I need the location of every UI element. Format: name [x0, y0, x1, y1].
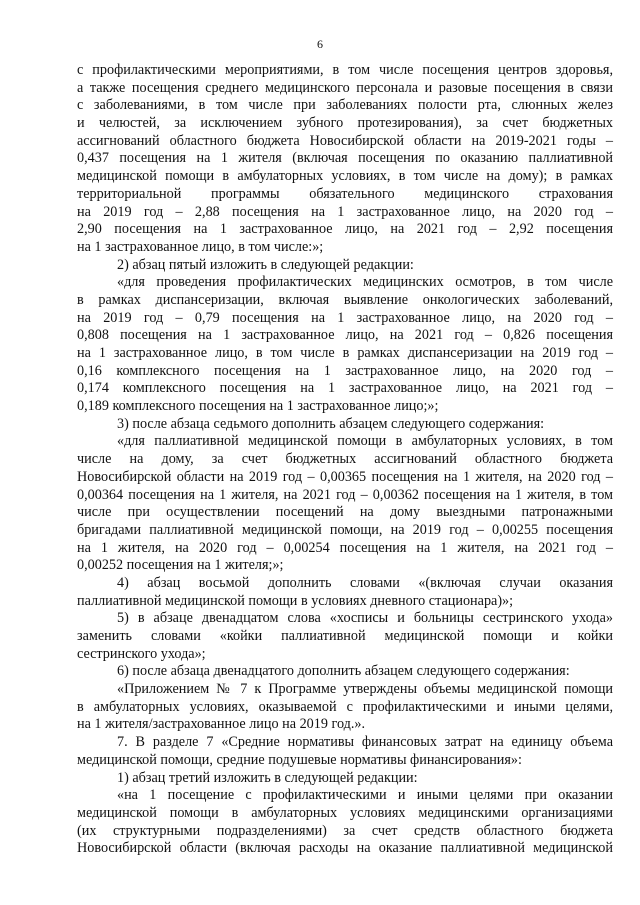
- text-line: в рамках диспансеризации, включая выявление онкологических заболеваний,: [77, 291, 613, 308]
- text-line: на 1 жителя, на 2020 год – 0,00254 посещения на 1 жителя, на 2021 год –: [77, 539, 613, 556]
- text-line: числе на дому, за счет бюджетных ассигнований областного бюджета: [77, 451, 613, 468]
- text-line: 4) абзац восьмой дополнить словами «(включая случаи оказания: [117, 574, 613, 591]
- text-line: сестринского ухода»;: [77, 645, 206, 662]
- text-line: 3) после абзаца седьмого дополнить абзацем следующего содержания:: [117, 415, 545, 432]
- text-line: 5) в абзаце двенадцатом слова «хосписы и больницы сестринского ухода»: [117, 610, 613, 627]
- document-body: [77, 62, 613, 858]
- text-line: «на 1 посещение с профилактическими и иными целями при оказании: [117, 787, 613, 804]
- text-line: числе при осуществлении посещений на дому выездными патронажными: [77, 504, 613, 521]
- text-line: ассигнований областного бюджета Новосибирской области на 2019-2021 годы –: [77, 132, 613, 149]
- text-line: «для паллиативной медицинской помощи в амбулаторных условиях, в том: [117, 433, 613, 450]
- text-line: Новосибирской области на 2019 год – 0,00365 посещения на 1 жителя, на 2020 год –: [77, 468, 613, 485]
- text-line: и челюстей, за исключением зубного протезирования), за счет бюджетных: [77, 115, 613, 132]
- text-line: 1) абзац третий изложить в следующей редакции:: [117, 769, 418, 786]
- text-line: 0,437 посещения на 1 жителя (включая посещения по оказанию паллиативной: [77, 150, 613, 167]
- text-line: 2,90 посещения на 1 застрахованное лицо, на 2021 год – 2,92 посещения: [77, 221, 613, 238]
- text-line: «для проведения профилактических медицинских осмотров, в том числе: [117, 274, 613, 291]
- text-line: 7. В разделе 7 «Средние нормативы финансовых затрат на единицу объема: [117, 734, 613, 751]
- text-line: бригадами паллиативной медицинской помощи, на 2019 год – 0,00255 посещения: [77, 521, 613, 538]
- text-line: на 1 застрахованное лицо, в том числе в рамках диспансеризации на 2019 год –: [77, 345, 613, 361]
- text-line: паллиативной медицинской помощи в условиях дневного стационара)»;: [77, 592, 514, 609]
- page-number: 6: [317, 37, 323, 51]
- text-line: 0,174 комплексного посещения на 1 застрахованное лицо, на 2021 год –: [77, 380, 613, 397]
- text-line: территориальной программы обязательного медицинского страхования: [77, 185, 613, 202]
- text-line: медицинской помощи, средние подушевые нормативы финансирования»:: [77, 751, 522, 768]
- text-line: 6) после абзаца двенадцатого дополнить абзацем следующего содержания:: [117, 663, 570, 680]
- text-line: 0,16 комплексного посещения на 1 застрахованное лицо, на 2020 год –: [77, 362, 613, 379]
- text-line: на 2019 год – 2,88 посещения на 1 застрахованное лицо, на 2020 год –: [77, 203, 613, 220]
- text-line: на 1 застрахованное лицо, в том числе:»;: [77, 238, 324, 255]
- text-line: медицинской помощи в амбулаторных условиях медицинскими организациями: [77, 804, 613, 821]
- text-line: 0,808 посещения на 1 застрахованное лицо, на 2021 год – 0,826 посещения: [77, 327, 613, 344]
- text-line: медицинской помощи в амбулаторных условиях, в том числе на дому); в рамках: [77, 168, 613, 185]
- text-line: на 2019 год – 0,79 посещения на 1 застрахованное лицо, на 2020 год –: [77, 309, 613, 326]
- text-line: заменить словами «койки паллиативной медицинской помощи и койки: [77, 628, 613, 644]
- text-line: «Приложением № 7 к Программе утверждены объемы медицинской помощи: [117, 681, 613, 698]
- text-line: с заболеваниями, в том числе при заболеваниях полости рта, слюнных желез: [77, 97, 613, 114]
- text-line: 0,189 комплексного посещения на 1 застрахованное лицо;»;: [77, 398, 439, 415]
- text-line: (их структурными подразделениями) за счет средств областного бюджета: [77, 822, 613, 839]
- text-line: 0,00364 посещения на 1 жителя, на 2021 год – 0,00362 посещения на 1 жителя, в том: [77, 486, 613, 503]
- text-line: а также посещения среднего медицинского персонала и разовые посещения в связи: [77, 79, 613, 96]
- text-line: 2) абзац пятый изложить в следующей редакции:: [117, 256, 414, 273]
- text-line: в амбулаторных условиях, оказываемой с профилактическими и иными целями,: [77, 698, 613, 715]
- text-line: Новосибирской области (включая расходы на оказание паллиативной медицинской: [77, 840, 613, 857]
- text-line: на 1 жителя/застрахованное лицо на 2019 год.».: [77, 716, 366, 733]
- text-line: 0,00252 посещения на 1 жителя;»;: [77, 557, 284, 574]
- text-line: с профилактическими мероприятиями, в том числе посещения центров здоровья,: [77, 62, 613, 78]
